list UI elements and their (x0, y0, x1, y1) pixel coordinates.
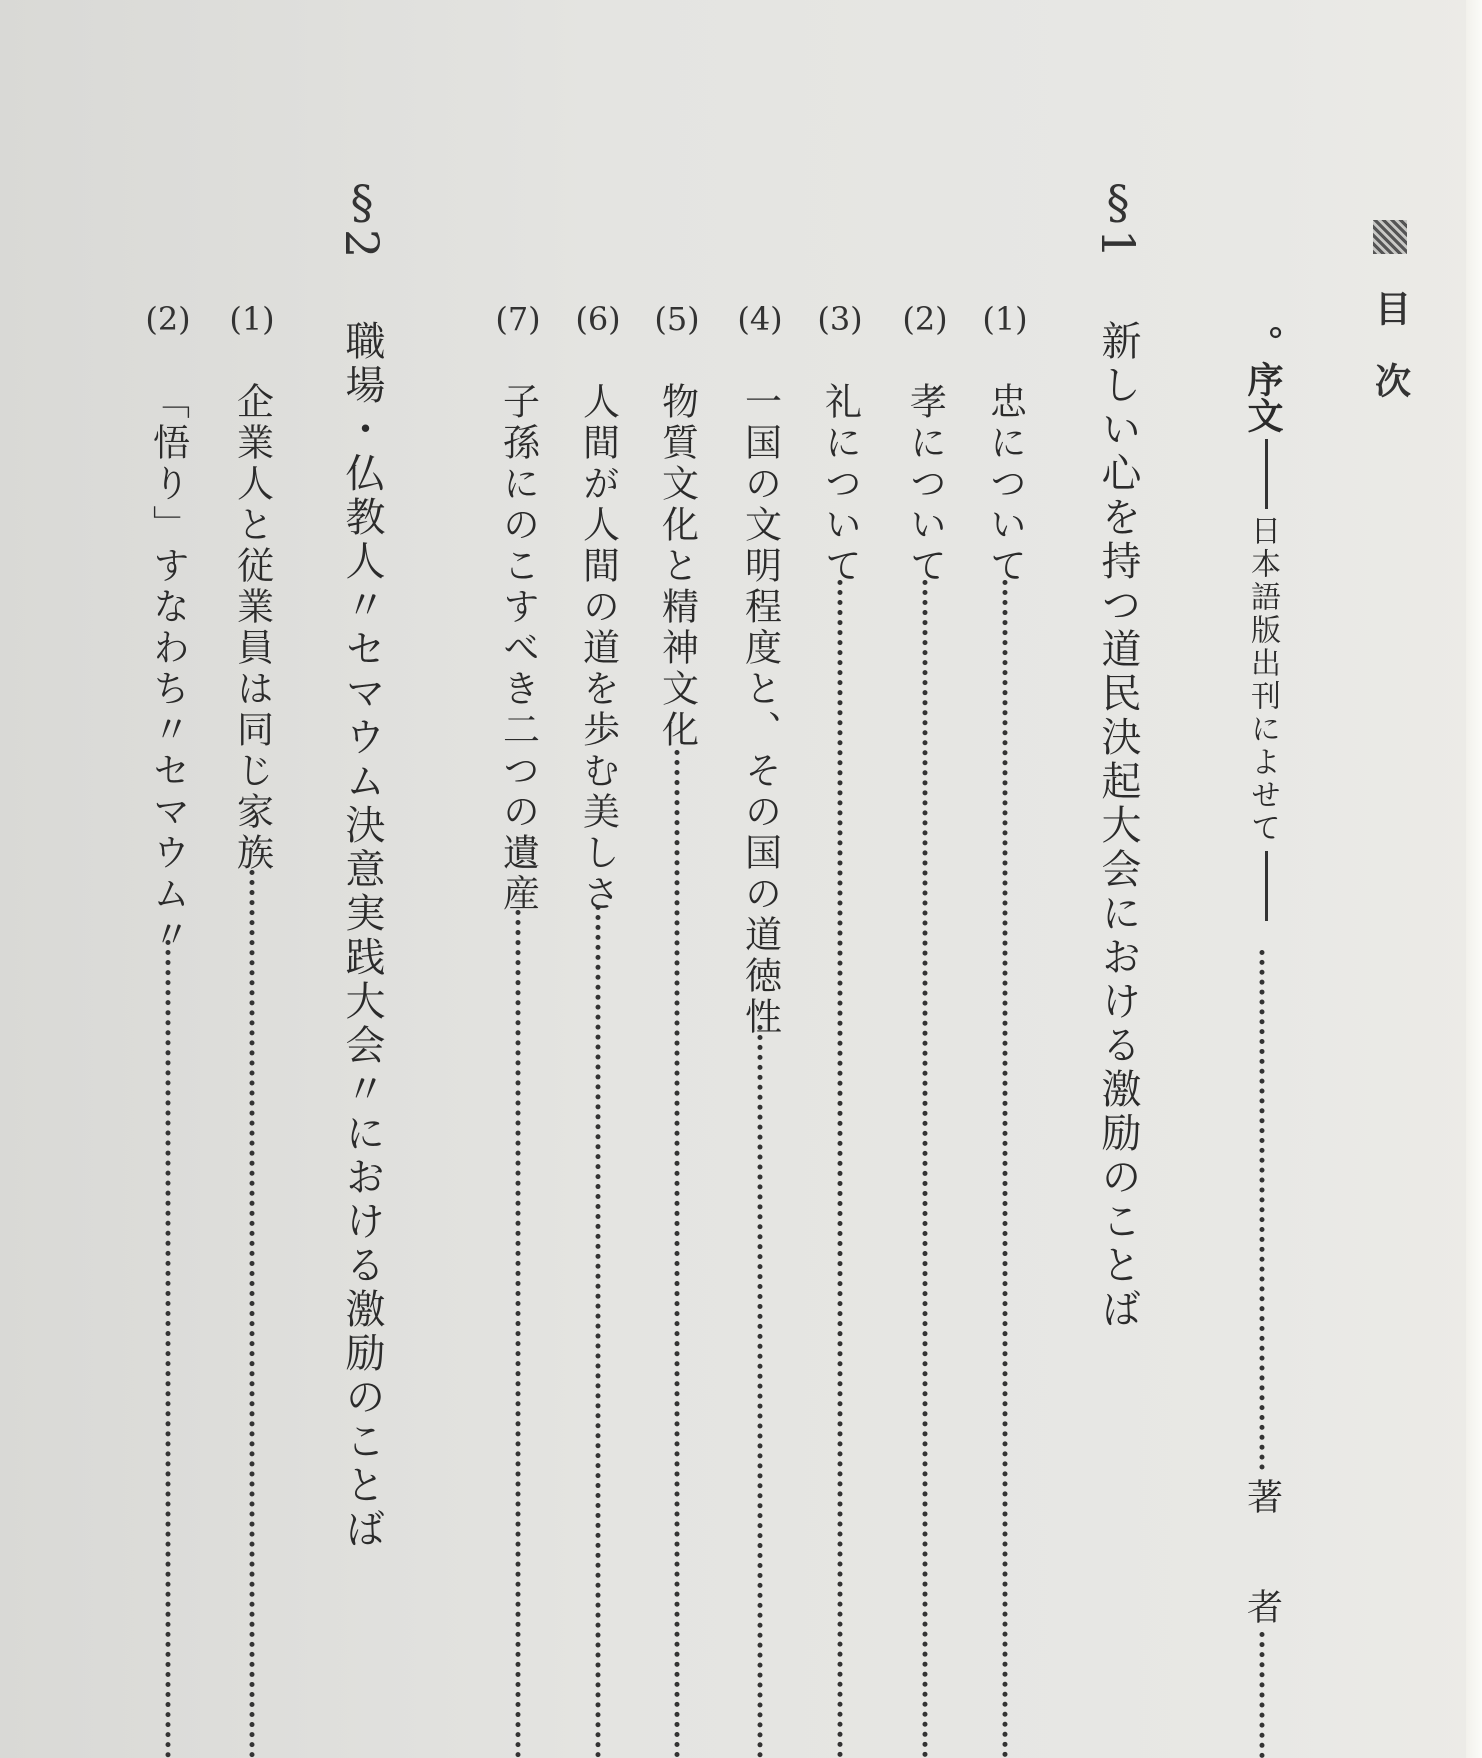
item-number: (7) (495, 300, 541, 338)
item-number: (1) (229, 300, 275, 338)
dash-divider (1265, 851, 1268, 921)
leader-dots (838, 580, 843, 1758)
item-number: (3) (817, 300, 863, 338)
leader-dots (166, 940, 171, 1758)
preface-label: 序文 (1242, 361, 1283, 433)
section-title: 職場・仏教人〃セマウム決意実践大会〃における激励のことば (339, 320, 385, 1552)
item-number: (2) (902, 300, 948, 338)
toc-entry[interactable]: 企業人と従業員は同じ家族 (230, 382, 274, 874)
leader-dots (1260, 950, 1265, 1470)
toc-entry[interactable]: 孝について (903, 382, 947, 587)
author-label: 著 (1241, 1478, 1283, 1514)
section-symbol: §2 (335, 175, 389, 259)
item-number: (1) (982, 300, 1028, 338)
leader-dots (923, 580, 928, 1758)
section-symbol: §1 (1091, 175, 1145, 259)
leader-dots (250, 870, 255, 1758)
page-title: 目 次 (1369, 290, 1411, 398)
toc-entry[interactable]: 忠について (983, 382, 1027, 587)
section-title: 新しい心を持つ道民決起大会における激励のことば (1095, 320, 1141, 1332)
leader-dots (1260, 1632, 1265, 1758)
author-label: 者 (1241, 1588, 1283, 1624)
leader-dots (516, 910, 521, 1758)
item-number: (5) (654, 300, 700, 338)
toc-entry[interactable]: 人間が人間の道を歩む美しさ (576, 382, 620, 915)
toc-entry[interactable]: 子孫にのこすべき二つの遺産 (496, 382, 540, 915)
leader-dots (758, 1025, 763, 1758)
item-number: (4) (737, 300, 783, 338)
toc-entry[interactable]: 一国の文明程度と、その国の道徳性 (738, 382, 782, 1038)
preface-entry[interactable] (1242, 325, 1283, 927)
leader-dots (1003, 580, 1008, 1758)
toc-entry[interactable]: 「悟り」すなわち〃セマウム〃 (146, 382, 190, 956)
leader-dots (596, 905, 601, 1758)
page-edge (1466, 0, 1482, 1758)
preface-subtitle: 日本語版出刊によせて (1245, 515, 1280, 845)
leader-dots (675, 750, 680, 1758)
decorative-square-icon (1373, 220, 1407, 254)
item-number: (6) (575, 300, 621, 338)
item-number: (2) (145, 300, 191, 338)
dash-divider (1265, 439, 1268, 509)
toc-entry[interactable]: 物質文化と精神文化 (655, 382, 699, 751)
circle-mark: 。 (1242, 325, 1283, 361)
toc-entry[interactable]: 礼について (818, 382, 862, 587)
